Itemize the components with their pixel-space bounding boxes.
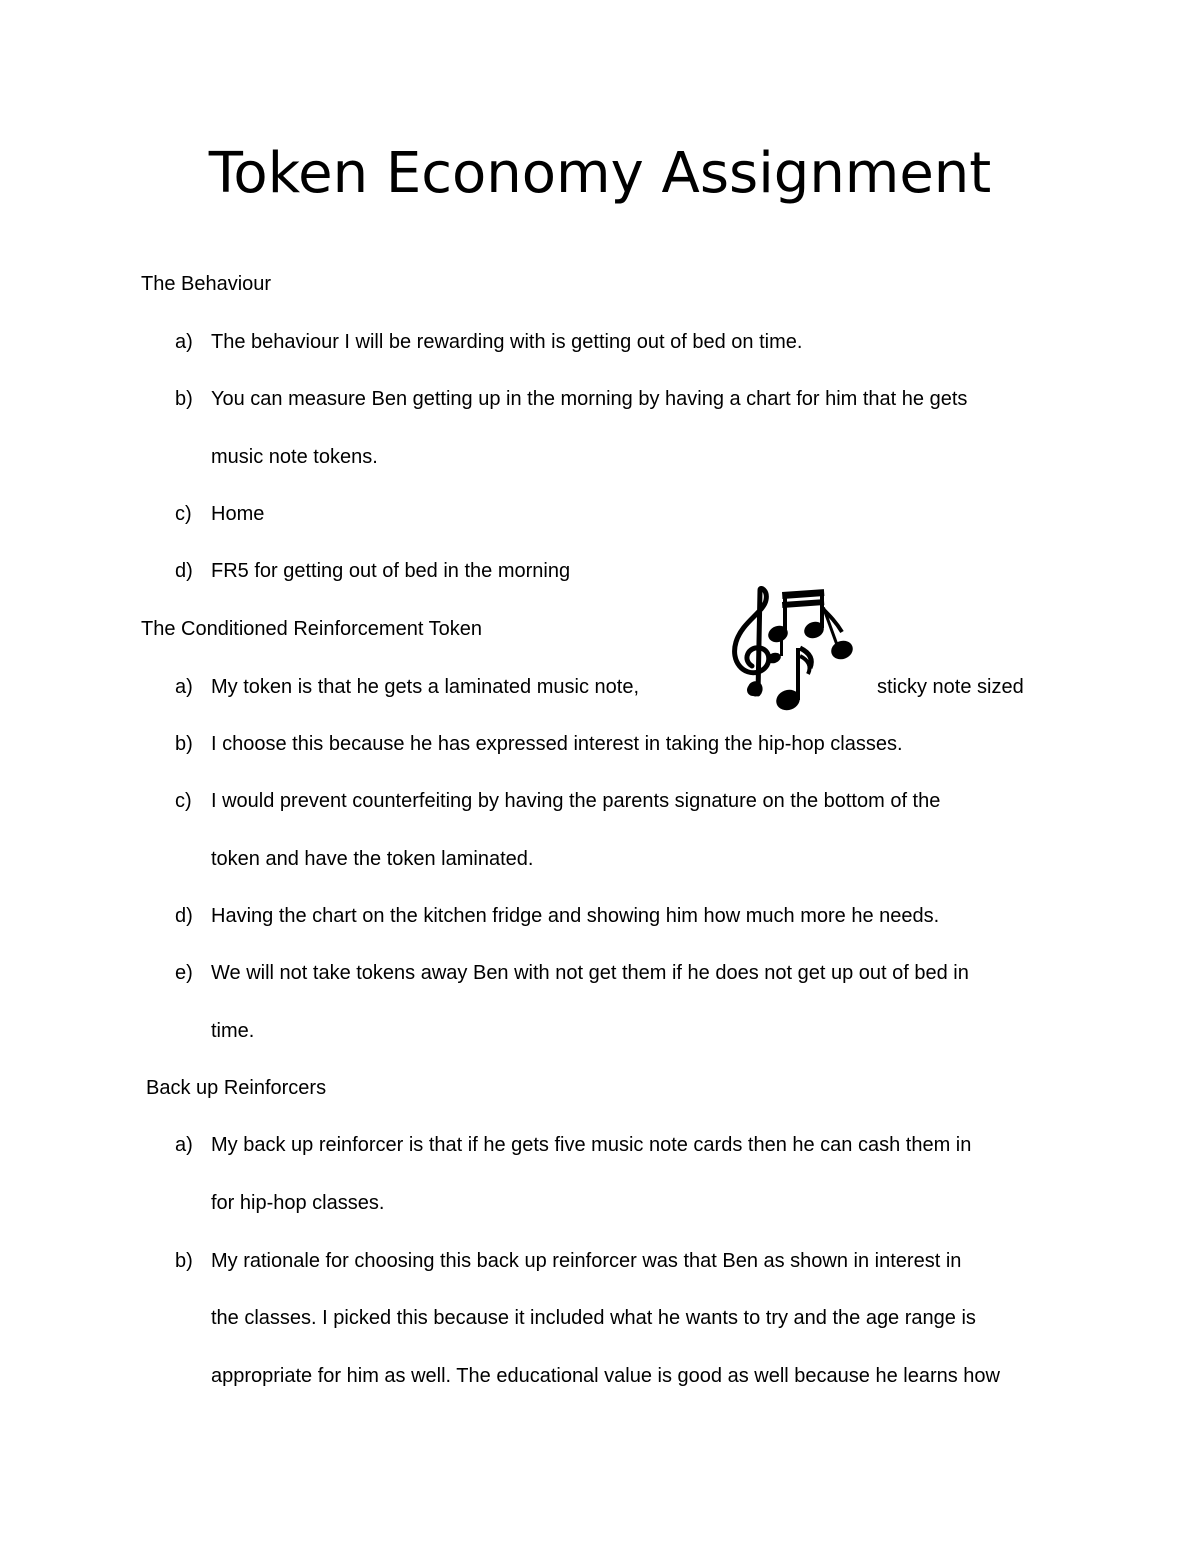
- list-item-text-continued: the classes. I picked this because it included what he wants to try and the age range is: [211, 1307, 976, 1329]
- list-marker: e): [175, 962, 193, 984]
- list-item-text-after-image: sticky note sized: [877, 676, 1024, 698]
- section-heading-backup: Back up Reinforcers: [146, 1077, 327, 1099]
- list-item-text: FR5 for getting out of bed in the morning: [211, 560, 571, 582]
- list-item-text-continued: time.: [211, 1020, 255, 1042]
- page-title: Token Economy Assignment: [208, 141, 992, 206]
- list-marker: a): [175, 676, 193, 698]
- list-item-text: The behaviour I will be rewarding with is getting out of bed on time.: [211, 331, 803, 353]
- list-item-text: I would prevent counterfeiting by having the parents signature on the bottom of the: [211, 790, 941, 812]
- list-item: [175, 1246, 211, 1276]
- list-item-text: My token is that he gets a laminated music note,: [211, 676, 639, 698]
- list-marker: b): [175, 388, 193, 410]
- list-marker: b): [175, 733, 193, 755]
- list-item-text: My rationale for choosing this back up reinforcer was that Ben as shown in interest in: [211, 1250, 962, 1272]
- list-marker: b): [175, 1250, 193, 1272]
- list-marker: d): [175, 905, 193, 927]
- list-marker: c): [175, 503, 192, 525]
- list-item: [175, 729, 211, 759]
- list-item-text-continued: appropriate for him as well. The educational value is good as well because he learns how: [211, 1365, 1000, 1387]
- list-item-text-continued: for hip-hop classes.: [211, 1192, 385, 1214]
- list-item-text-continued: music note tokens.: [211, 446, 378, 468]
- list-item: [175, 958, 211, 988]
- list-item: [175, 327, 211, 357]
- list-marker: c): [175, 790, 192, 812]
- list-item: [175, 1130, 211, 1160]
- list-item: [175, 672, 211, 702]
- list-item-text-continued: token and have the token laminated.: [211, 848, 534, 870]
- section-heading-token: The Conditioned Reinforcement Token: [141, 618, 482, 640]
- list-item-text: You can measure Ben getting up in the morning by having a chart for him that he gets: [211, 388, 968, 410]
- list-item-text: My back up reinforcer is that if he gets five music note cards then he can cash them in: [211, 1134, 972, 1156]
- list-item-text: Home: [211, 503, 265, 525]
- list-item-text: I choose this because he has expressed interest in taking the hip-hop classes.: [211, 733, 903, 755]
- music-notes-icon: [722, 586, 856, 716]
- section-heading-behaviour: The Behaviour: [141, 273, 272, 295]
- list-marker: d): [175, 560, 193, 582]
- list-marker: a): [175, 1134, 193, 1156]
- list-item: [175, 384, 211, 414]
- list-item: [175, 556, 211, 586]
- list-marker: a): [175, 331, 193, 353]
- list-item: [175, 786, 211, 816]
- list-item-text: Having the chart on the kitchen fridge and showing him how much more he needs.: [211, 905, 940, 927]
- list-item-text: We will not take tokens away Ben with not get them if he does not get up out of bed in: [211, 962, 969, 984]
- list-item: [175, 901, 211, 931]
- list-item: [175, 499, 211, 529]
